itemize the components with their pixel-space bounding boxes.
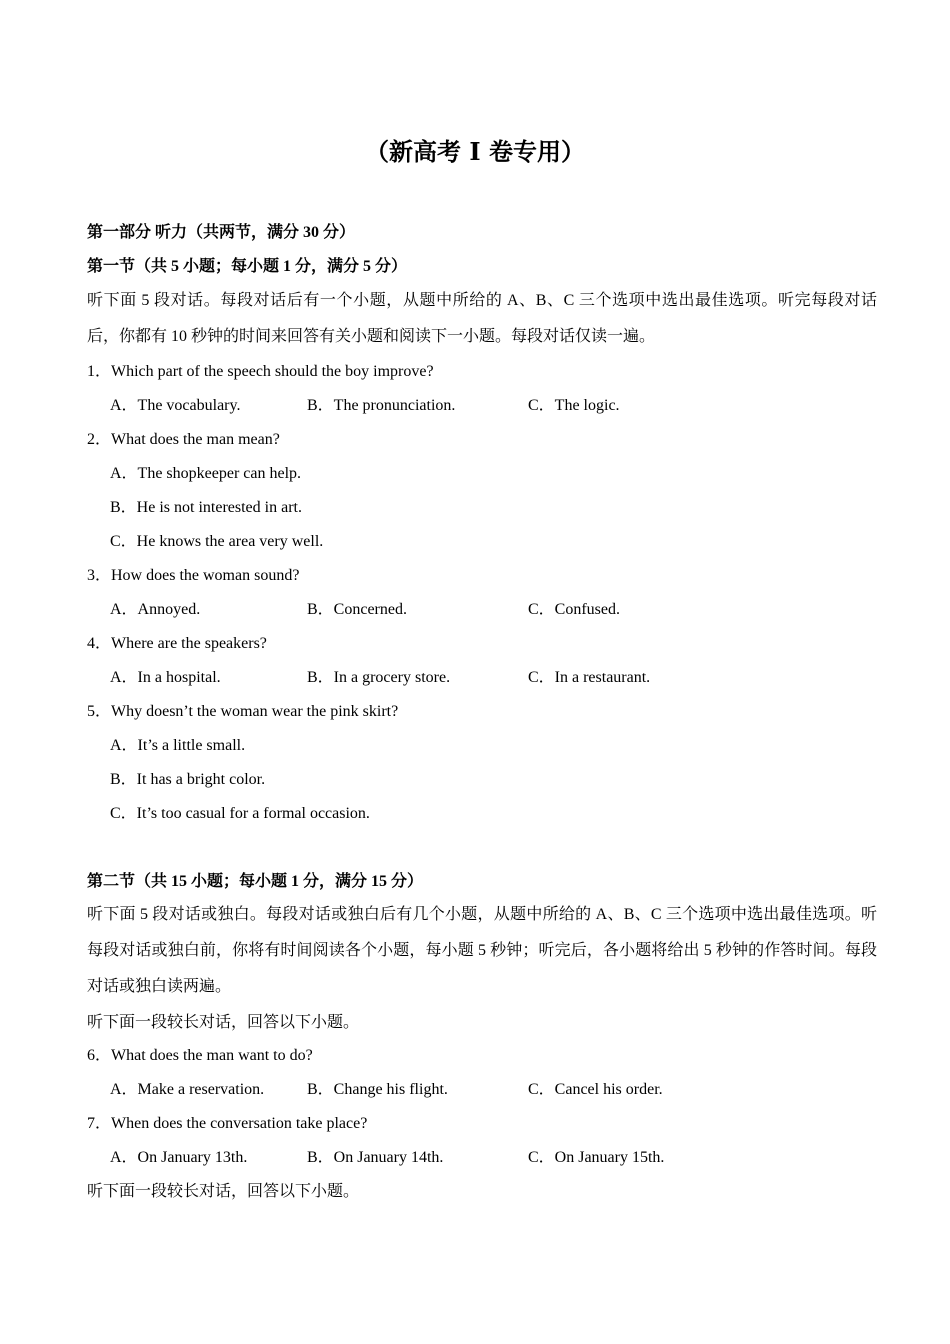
option-c: C．It’s too casual for a formal occasion.: [110, 805, 370, 822]
question-stem: 4．Where are the speakers?: [87, 635, 267, 652]
option-c: C．The logic.: [528, 397, 620, 414]
option-c: C．In a restaurant.: [528, 669, 651, 686]
page-title: （新高考 I 卷专用）: [365, 137, 585, 166]
part1-heading: 第一部分 听力（共两节，满分 30 分）: [87, 224, 356, 241]
option-b: B．It has a bright color.: [110, 771, 266, 788]
option-a: A．Annoyed.: [110, 601, 201, 618]
option-c: C．Confused.: [528, 601, 621, 618]
question-stem: 2．What does the man mean?: [87, 431, 280, 448]
listen-prompt: 听下面一段较长对话，回答以下小题。: [87, 1014, 360, 1031]
option-a: A．In a hospital.: [110, 669, 221, 686]
option-b: B．On January 14th.: [307, 1149, 444, 1166]
section1-instructions: 听下面 5 段对话。每段对话后有一个小题，从题中所给的 A、B、C 三个选项中选出最佳选项。听完每段对话后，你都有 10 秒钟的时间来回答有关小题和阅读下一小题。每段对话仅读一遍。: [87, 292, 877, 345]
option-a: A．The shopkeeper can help.: [110, 465, 302, 482]
question-stem: 6．What does the man want to do?: [87, 1047, 313, 1064]
listen-prompt: 听下面一段较长对话，回答以下小题。: [87, 1183, 360, 1200]
option-a: A．The vocabulary.: [110, 397, 241, 414]
option-b: B．In a grocery store.: [307, 669, 451, 686]
option-a: A．Make a reservation.: [110, 1081, 265, 1098]
option-c: C．On January 15th.: [528, 1149, 665, 1166]
section2-heading: 第二节（共 15 小题；每小题 1 分，满分 15 分）: [87, 873, 424, 890]
question-stem: 7．When does the conversation take place?: [87, 1115, 368, 1132]
option-c: C．Cancel his order.: [528, 1081, 663, 1098]
section1-heading: 第一节（共 5 小题；每小题 1 分，满分 5 分）: [87, 258, 408, 275]
question-stem: 1．Which part of the speech should the boy improve?: [87, 363, 434, 380]
option-b: B．He is not interested in art.: [110, 499, 302, 516]
option-b: B．Concerned.: [307, 601, 407, 618]
question-stem: 3．How does the woman sound?: [87, 567, 300, 584]
option-a: A．On January 13th.: [110, 1149, 248, 1166]
section2-instructions: 听下面 5 段对话或独白。每段对话或独白后有几个小题，从题中所给的 A、B、C 三个选项中选出最佳选项。听每段对话或独白前，你将有时间阅读各个小题，每小题 5 秒钟；听完后，各小题将给出 5 秒钟的作答时间。每段对话或独白读两遍。: [87, 906, 877, 995]
question-stem: 5．Why doesn’t the woman wear the pink skirt?: [87, 703, 399, 720]
option-b: B．Change his flight.: [307, 1081, 448, 1098]
option-a: A．It’s a little small.: [110, 737, 246, 754]
option-c: C．He knows the area very well.: [110, 533, 324, 550]
option-b: B．The pronunciation.: [307, 397, 456, 414]
